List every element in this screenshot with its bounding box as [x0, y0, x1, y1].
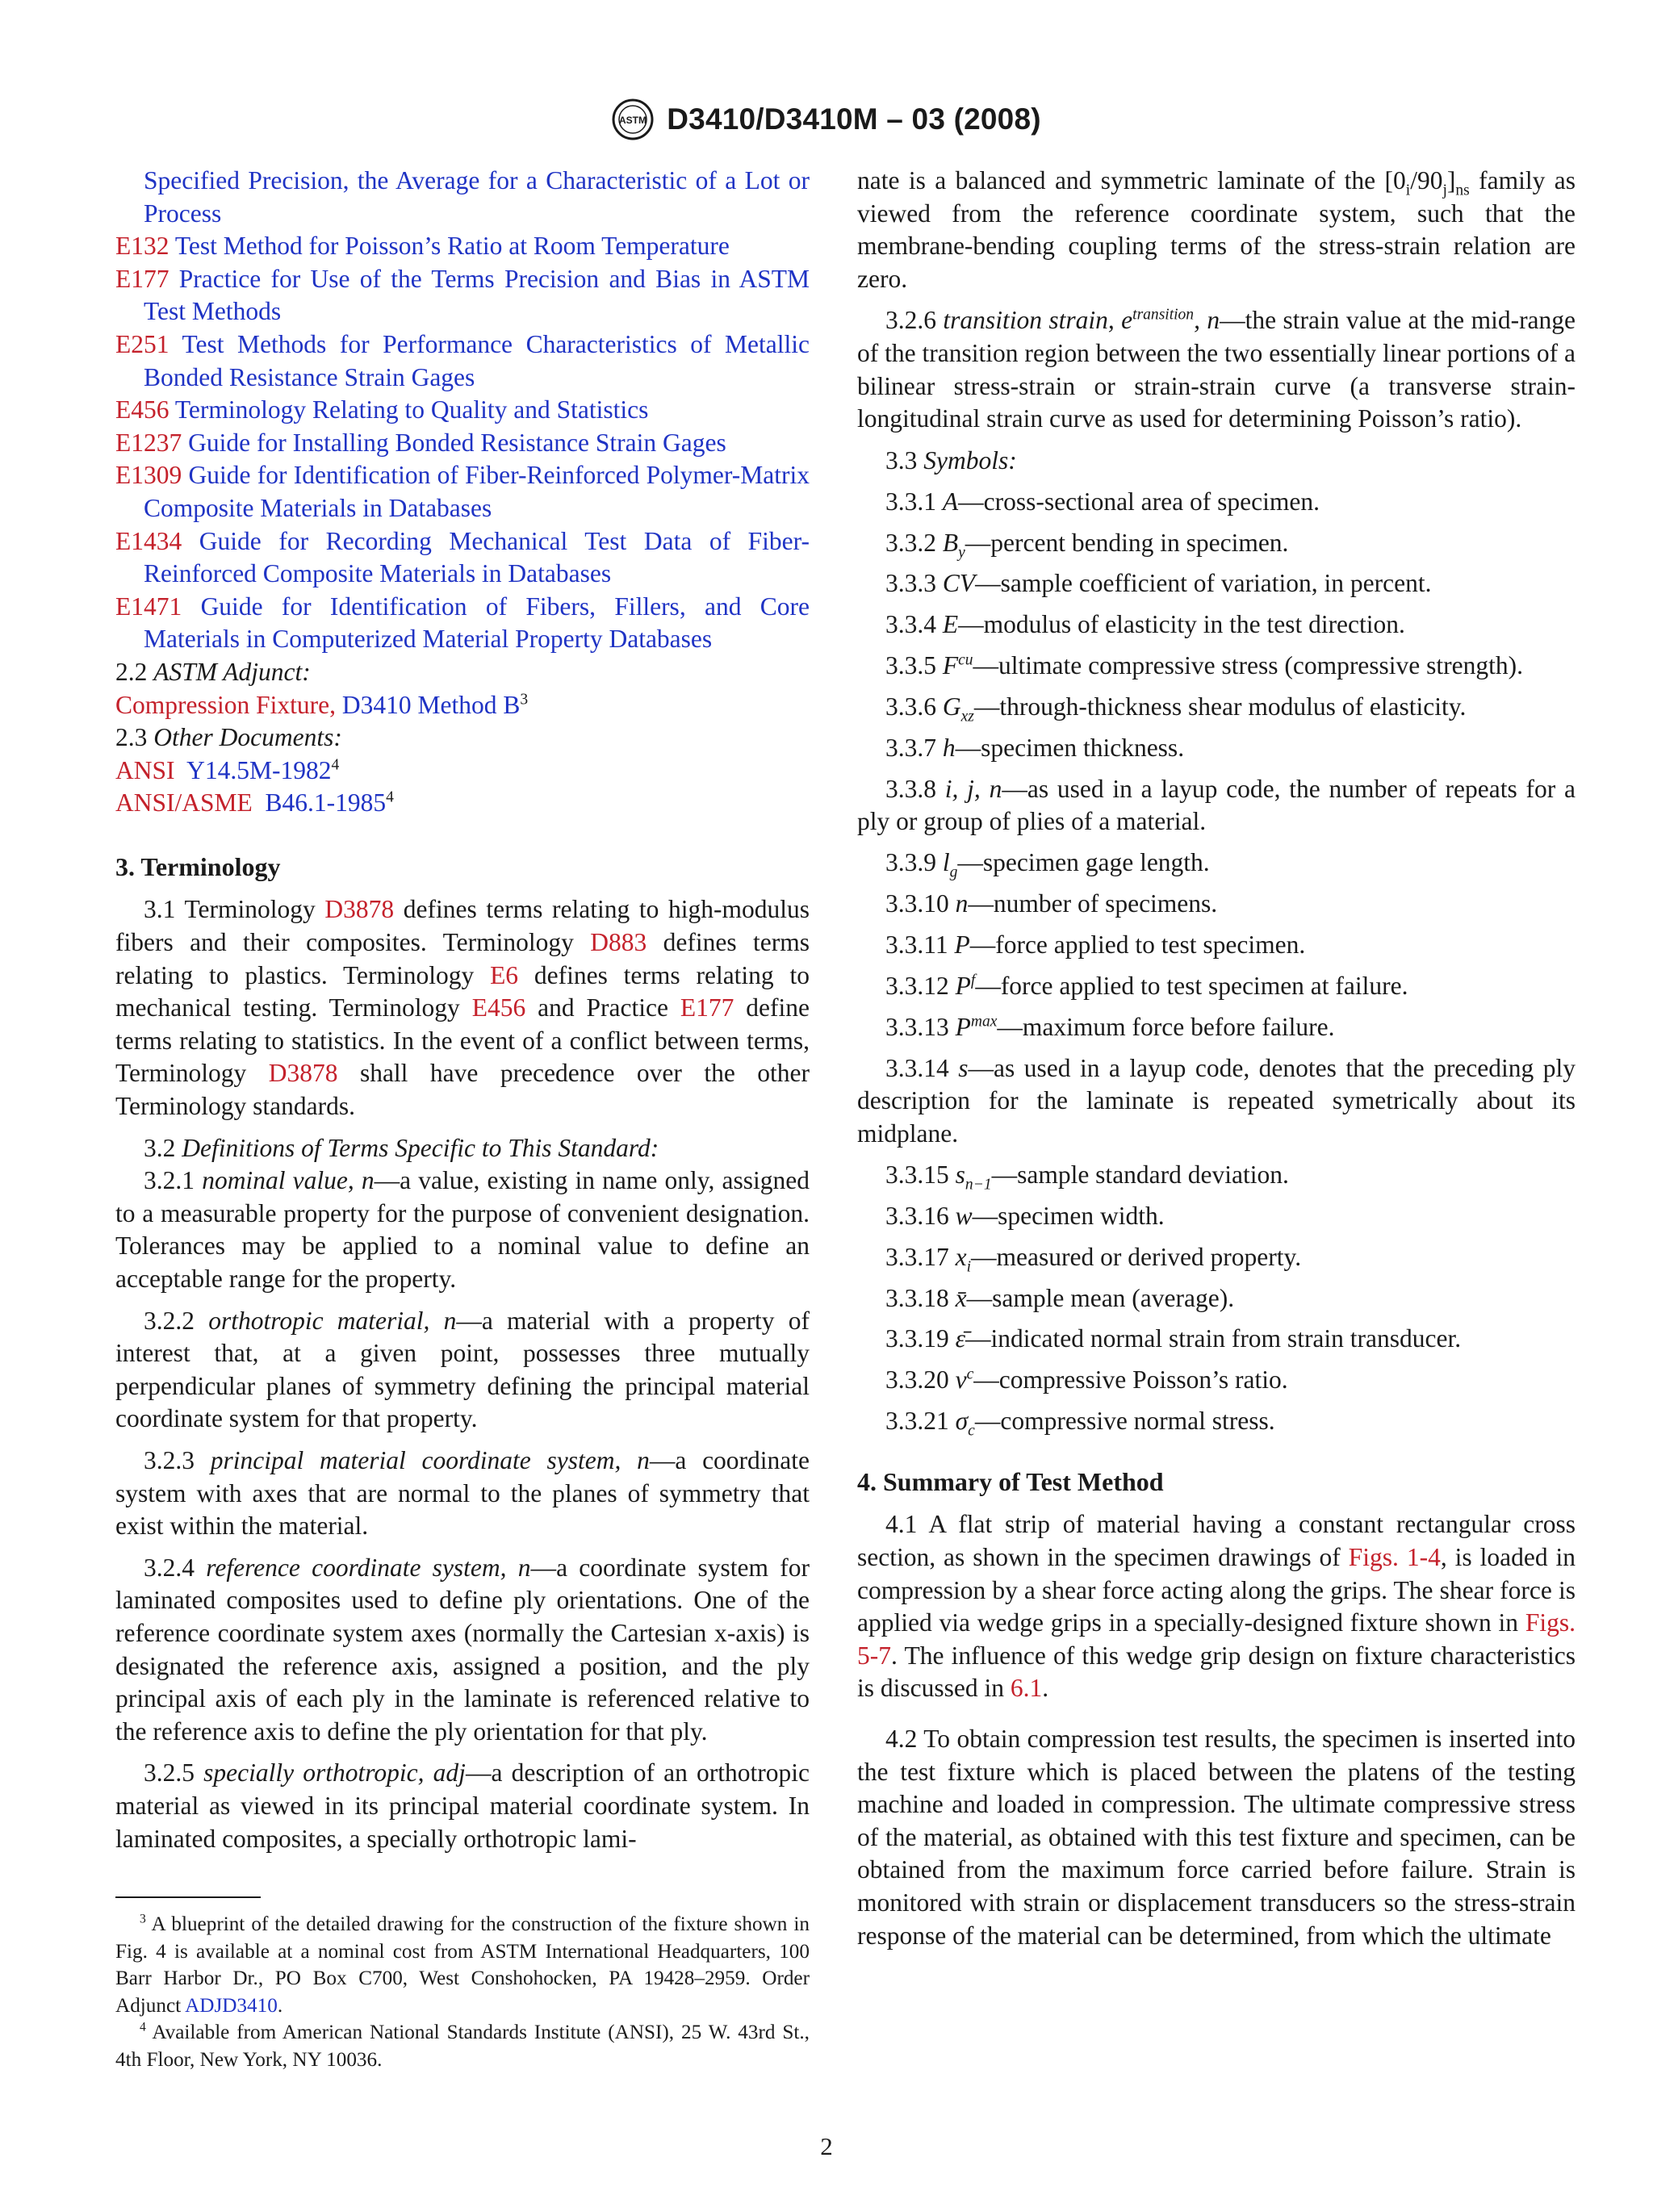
symbol-number: 3.3.10 [885, 889, 949, 918]
definition-3-2-1: 3.2.1 nominal value, n—a value, existing in name only, assigned to a measurable property for the purpose of convenient designation. Tolerances may be applied to a nominal value to define an acceptable range for the property. [115, 1166, 810, 1293]
symbol-description: —sample mean (average). [966, 1283, 1235, 1312]
symbol-glyph: w [955, 1201, 973, 1230]
reference-title[interactable]: Guide for Installing Bonded Resistance Strain Gages [188, 428, 726, 457]
symbol-number: 3.3.19 [885, 1324, 949, 1353]
adjunct-link[interactable]: D3410 Method B [341, 690, 521, 719]
reference-e1237 [115, 427, 810, 460]
reference-code[interactable]: E1471 [115, 592, 182, 621]
paragraph-4-2: 4.2 To obtain compression test results, the specimen is inserted into the test fixture which is placed between the platens of the testing machine and loaded in compression. The ultimate compressive stress of the material, as obtained with this test fixture and specimen, can be obtained from the maximum force carried before failure. Strain is monitored with strain or displacement transducers so the stress-strain response of the material can be determined, from which the ultimate [857, 1724, 1576, 1950]
symbol-number: 3.3.20 [885, 1365, 949, 1395]
symbol-glyph: E [942, 610, 959, 639]
reference-title[interactable]: Test Method for Poisson’s Ratio at Room Temperature [174, 232, 730, 261]
left-column [115, 165, 810, 1855]
symbol-glyph: h [942, 733, 956, 762]
symbol-glyph: x [955, 1242, 967, 1271]
symbol-description: —as used in a layup code, denotes that the preceding ply description for the laminate is repeated symetrically about its midplane. [857, 1053, 1576, 1148]
adjunct-reference [115, 689, 810, 722]
symbol-superscript: cu [958, 651, 973, 669]
symbol-glyph: B [942, 528, 959, 557]
symbol-description: —compressive Poisson’s ratio. [973, 1365, 1288, 1395]
symbol-3-3-13 [857, 1011, 1576, 1044]
symbol-glyph: σ [955, 1407, 969, 1436]
symbol-description: —specimen gage length. [957, 848, 1210, 877]
symbol-description: —compressive normal stress. [974, 1407, 1275, 1436]
reference-title[interactable]: Guide for Identification of Fibers, Fillers, and Core Materials in Computerized Material Property Databases [144, 592, 810, 654]
reference-code[interactable]: E456 [115, 395, 169, 424]
symbol-glyph: A [942, 487, 959, 516]
symbol-glyph: i, j, n [944, 774, 1002, 803]
footnote-4: $^4$ Available from American National Standards Institute (ANSI), 25 W. 43rd St., 4th Floor, New York, NY 10036. [115, 2020, 810, 2071]
symbol-superscript: max [970, 1013, 998, 1031]
symbol-glyph: P [955, 972, 971, 1001]
astm-logo-text: ASTM [619, 115, 647, 126]
other-document-ansi-asme [115, 787, 810, 820]
reference-e1471 [115, 591, 810, 656]
symbol-glyph: s [955, 1160, 965, 1189]
symbol-3-3-9 [857, 847, 1576, 880]
symbol-glyph: CV [942, 569, 976, 598]
link-figs-5-7[interactable]: Figs. 5-7 [857, 1608, 1576, 1670]
symbol-description: —through-thickness shear modulus of elasticity. [973, 692, 1467, 721]
link-e456[interactable]: E456 [471, 993, 526, 1022]
symbol-number: 3.3.1 [885, 487, 936, 516]
symbol-number: 3.3.14 [885, 1053, 949, 1082]
link-d3878[interactable]: D3878 [268, 1059, 338, 1088]
symbol-number: 3.3.11 [885, 930, 948, 960]
reference-e251 [115, 328, 810, 394]
symbol-description: —measured or derived property. [971, 1242, 1302, 1271]
right-column [857, 165, 1576, 1952]
symbol-glyph: s [958, 1053, 969, 1082]
symbol-superscript: c [966, 1365, 974, 1383]
reference-e1309 [115, 459, 810, 525]
paragraph-3-2: 3.2 Definitions of Terms Specific to This Standard: [144, 1133, 659, 1162]
reference-e177 [115, 263, 810, 328]
link-section-6-1[interactable]: 6.1 [1010, 1674, 1043, 1703]
reference-title[interactable]: Guide for Identification of Fiber-Reinforced Polymer-Matrix Composite Materials in Databases [144, 461, 810, 522]
section-number: 2.2 [115, 657, 148, 686]
reference-title[interactable]: Test Methods for Performance Characteristics of Metallic Bonded Resistance Strain Gages [144, 329, 810, 391]
symbol-superscript: f [970, 972, 976, 989]
symbol-3-3-14 [857, 1052, 1576, 1151]
definition-3-2-4: 3.2.4 reference coordinate system, n—a coordinate system for laminated composites used to define ply orientations. One of the reference coordinate system axes (normally the Cartesian x-axis) is designated the reference axis, assigned a position, and the ply principal axis of each ply in the laminate is referenced relative to the reference axis to define the ply orientation for that ply. [115, 1553, 810, 1746]
section-3-3-heading: 3.3 Symbols: [885, 445, 1017, 475]
symbol-description: —ultimate compressive stress (compressive strength). [973, 651, 1524, 680]
symbol-subscript: y [958, 543, 965, 561]
symbol-description: —sample coefficient of variation, in percent. [975, 569, 1432, 598]
symbol-glyph: G [942, 692, 961, 721]
symbol-description: —specimen thickness. [955, 733, 1185, 762]
page-header [0, 95, 1653, 144]
reference-code[interactable]: E251 [115, 329, 169, 358]
symbol-glyph: P [954, 930, 970, 960]
symbol-3-3-6 [857, 691, 1576, 724]
symbol-number: 3.3.5 [885, 651, 936, 680]
symbol-number: 3.3.4 [885, 610, 936, 639]
section-2-2-heading [115, 656, 810, 689]
symbol-description: —force applied to test specimen at failure. [975, 972, 1408, 1001]
section-3-heading: 3. Terminology [115, 851, 281, 881]
footnote-marker: 4 [331, 756, 340, 774]
symbol-description: —force applied to test specimen. [969, 930, 1306, 960]
section-2-3-heading [115, 721, 810, 755]
symbol-3-3-11 [857, 929, 1576, 962]
symbol-3-3-12 [857, 970, 1576, 1003]
symbol-number: 3.3.15 [885, 1160, 949, 1189]
reference-code[interactable]: E132 [115, 232, 169, 261]
section-number: 2.3 [115, 723, 148, 752]
reference-code[interactable]: E1237 [115, 428, 182, 457]
symbol-subscript: i [966, 1257, 972, 1275]
symbol-number: 3.3.16 [885, 1201, 949, 1230]
adjunct-order-link[interactable]: ADJD3410 [185, 1994, 278, 2017]
symbol-number: 3.3.7 [885, 733, 936, 762]
section-4-heading: 4. Summary of Test Method [857, 1466, 1164, 1496]
symbol-3-3-5 [857, 650, 1576, 683]
definition-3-2-3: 3.2.3 principal material coordinate system, n—a coordinate system with axes that are normal to the planes of symmetry that exist within the material. [115, 1445, 810, 1541]
reference-code[interactable]: E1309 [115, 461, 182, 490]
reference-title[interactable]: Practice for Use of the Terms Precision and Bias in ASTM Test Methods [144, 264, 810, 326]
section-title: Other Documents: [153, 723, 342, 752]
symbol-number: 3.3.3 [885, 569, 936, 598]
footnotes [115, 1911, 810, 2073]
symbol-description: —as used in a layup code, the number of repeats for a ply or group of plies of a material. [857, 774, 1576, 836]
symbol-3-3-18 [857, 1282, 1576, 1315]
link-e6[interactable]: E6 [490, 960, 519, 989]
definition-3-2-6: 3.2.6 transition strain, $e^{transition}$, n—the strain value at the mid-range of the transition region between the two essentially linear portions of a bilinear stress-strain or strain-strain curve (a transverse strain-longitudinal strain curve as used for determining Poisson’s ratio). [857, 306, 1576, 433]
footnote-3: $^3$ A blueprint of the detailed drawing for the construction of the fixture shown in Fig. 4 is available at a nominal cost from ASTM International Headquarters, 100 Barr Harbor Dr., PO Box C700, West Conshohocken, PA 19428–2959. Order Adjunct ADJD3410. [115, 1912, 810, 2017]
symbol-number: 3.3.17 [885, 1242, 949, 1271]
other-document-ansi [115, 755, 810, 788]
adjunct-label[interactable]: Compression Fixture, [115, 690, 336, 719]
document-org[interactable]: ANSI/ASME [115, 788, 253, 817]
symbol-number: 3.3.6 [885, 692, 936, 721]
reference-e1434 [115, 525, 810, 591]
symbol-glyph: ν [955, 1365, 967, 1395]
footnote-marker: 3 [520, 691, 529, 708]
reference-title[interactable]: Terminology Relating to Quality and Statistics [174, 395, 649, 424]
symbol-3-3-16 [857, 1200, 1576, 1233]
symbol-subscript: n−1 [965, 1176, 992, 1194]
reference-e456 [115, 394, 810, 427]
symbol-description: —specimen width. [972, 1201, 1165, 1230]
symbol-description: —sample standard deviation. [991, 1160, 1289, 1189]
document-designation: D3410/D3410M – 03 (2008) [667, 102, 1041, 136]
definition-3-2-5-continued: nate is a balanced and symmetric laminate of the $[0_i/90_j]_{ns}$ family as viewed from the reference coordinate system, such that the membrane-bending coupling terms of the stress-strain relation are zero. [857, 166, 1576, 293]
link-d883[interactable]: D883 [590, 928, 647, 957]
definition-3-2-5: 3.2.5 specially orthotropic, adj—a description of an orthotropic material as viewed in its principal material coordinate system. In laminated composites, a specially orthotropic lami- [115, 1758, 810, 1853]
symbol-3-3-3 [857, 567, 1576, 600]
reference-title[interactable]: Guide for Recording Mechanical Test Data of Fiber-Reinforced Composite Materials in Databases [144, 526, 810, 588]
symbols-list [857, 486, 1576, 1438]
symbol-glyph: n [955, 889, 969, 918]
symbol-number: 3.3.9 [885, 848, 936, 877]
symbol-glyph: x̄ [955, 1283, 967, 1312]
document-code[interactable]: Y14.5M-1982 [186, 755, 332, 784]
reference-continuation[interactable]: Specified Precision, the Average for a Characteristic of a Lot or Process [144, 166, 810, 228]
symbol-3-3-20 [857, 1364, 1576, 1397]
document-org[interactable]: ANSI [115, 755, 175, 784]
symbol-3-3-21 [857, 1405, 1576, 1438]
symbol-3-3-15 [857, 1159, 1576, 1192]
reference-e132 [115, 230, 810, 263]
definition-3-2-2: 3.2.2 orthotropic material, n—a material with a property of interest that, at a given point, possesses three mutually perpendicular planes of symmetry defining the principal material coordinate system for that property. [115, 1306, 810, 1433]
paragraph-3-1: 3.1 Terminology D3878 defines terms relating to high-modulus fibers and their composites. Terminology D883 defines terms relating to plastics. Terminology E6 defines terms relating to mechanical testing. Terminology E456 and Practice E177 define terms relating to statistics. In the event of a conflict between terms, Terminology D3878 shall have precedence over the other Terminology standards. [115, 895, 810, 1121]
symbol-subscript: g [949, 863, 958, 881]
symbol-subscript: xz [960, 708, 974, 725]
symbol-glyph: P [955, 1012, 971, 1041]
symbol-number: 3.3.13 [885, 1012, 949, 1041]
symbol-3-3-17 [857, 1241, 1576, 1274]
symbol-number: 3.3.18 [885, 1283, 949, 1312]
symbol-description: —percent bending in specimen. [965, 528, 1289, 557]
symbol-description: —cross-sectional area of specimen. [958, 487, 1320, 516]
symbol-glyph: ε̄ [955, 1324, 966, 1353]
footnote-divider [115, 1896, 261, 1898]
paragraph-4-1: 4.1 A flat strip of material having a constant rectangular cross section, as shown in the specimen drawings of Figs. 1-4, is loaded in compression by a shear force acting along the grips. The shear force is applied via wedge grips in a specially-designed fixture shown in Figs. 5-7. The influence of this wedge grip design on fixture characteristics is discussed in 6.1. [857, 1510, 1576, 1703]
symbol-glyph: l [942, 848, 950, 877]
symbol-3-3-2 [857, 527, 1576, 560]
page-number: 2 [820, 2132, 833, 2160]
symbol-3-3-4 [857, 608, 1576, 642]
symbol-number: 3.3.2 [885, 528, 936, 557]
section-title: ASTM Adjunct: [153, 657, 311, 686]
symbol-description: —modulus of elasticity in the test direction. [958, 610, 1405, 639]
symbol-subscript: c [968, 1422, 975, 1440]
symbol-glyph: F [942, 651, 959, 680]
symbol-number: 3.3.21 [885, 1407, 949, 1436]
symbol-number: 3.3.8 [885, 774, 936, 803]
symbol-3-3-19 [857, 1323, 1576, 1356]
symbol-description: —indicated normal strain from strain transducer. [965, 1324, 1462, 1353]
footnote-marker: 4 [386, 788, 394, 806]
reference-code[interactable]: E177 [115, 264, 169, 293]
reference-code[interactable]: E1434 [115, 526, 182, 555]
symbol-number: 3.3.12 [885, 972, 949, 1001]
symbol-3-3-10 [857, 888, 1576, 921]
symbol-3-3-1 [857, 486, 1576, 519]
link-figs-1-4[interactable]: Figs. 1-4 [1348, 1543, 1441, 1572]
link-e177[interactable]: E177 [680, 993, 734, 1022]
symbol-3-3-7 [857, 732, 1576, 765]
astm-logo-icon [612, 98, 654, 140]
document-code[interactable]: B46.1-1985 [265, 788, 387, 817]
symbol-3-3-8 [857, 773, 1576, 838]
symbol-description: —number of specimens. [968, 889, 1218, 918]
link-d3878[interactable]: D3878 [324, 895, 395, 924]
symbol-description: —maximum force before failure. [997, 1012, 1335, 1041]
